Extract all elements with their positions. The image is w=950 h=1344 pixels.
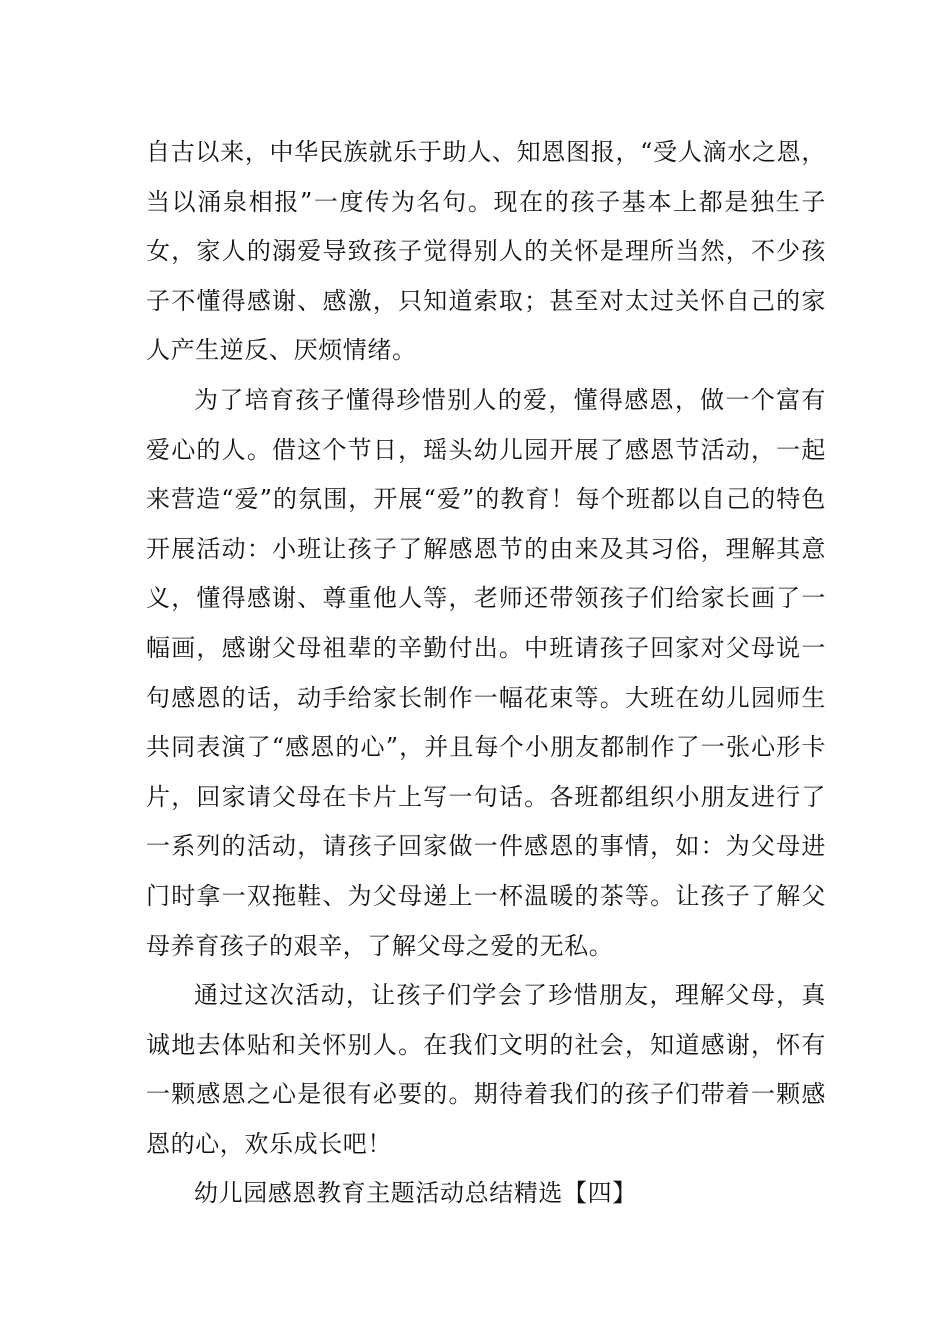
paragraph-activities: 为了培育孩子懂得珍惜别人的爱，懂得感恩，做一个富有爱心的人。借这个节日，瑶头幼儿园开展了感恩节活动，一起来营造“爱”的氛围，开展“爱”的教育！每个班都以自己的特色开展活动：小班让孩子了解感恩节的由来及其习俗，理解其意义，懂得感谢、尊重他人等，老师还带领孩子们给家长画了一幅画，感谢父母祖辈的辛勤付出。中班请孩子回家对父母说一句感恩的话，动手给家长制作一幅花束等。大班在幼儿园师生共同表演了“感恩的心”，并且每个小朋友都制作了一张心形卡片，回家请父母在卡片上写一句话。各班都组织小朋友进行了一系列的活动，请孩子回家做一件感恩的事情，如：为父母进门时拿一双拖鞋、为父母递上一杯温暖的茶等。让孩子了解父母养育孩子的艰辛，了解父母之爱的无私。 bbox=[146, 385, 826, 960]
section-heading: 幼儿园感恩教育主题活动总结精选【四】 bbox=[194, 1179, 637, 1208]
paragraph-intro: 自古以来，中华民族就乐于助人、知恩图报，“受人滴水之恩，当以涌泉相报”一度传为名句。现在的孩子基本上都是独生子女，家人的溺爱导致孩子觉得别人的关怀是理所当然，不少孩子不懂得感谢、感激，只知道索取；甚至对太过关怀自己的家人产生逆反、厌烦情绪。 bbox=[146, 138, 826, 365]
document-body bbox=[146, 128, 826, 1219]
paragraph-conclusion: 通过这次活动，让孩子们学会了珍惜朋友，理解父母，真诚地去体贴和关怀别人。在我们文明的社会，知道感谢，怀有一颗感恩之心是很有必要的。期待着我们的孩子们带着一颗感恩的心，欢乐成长吧！ bbox=[146, 981, 826, 1158]
